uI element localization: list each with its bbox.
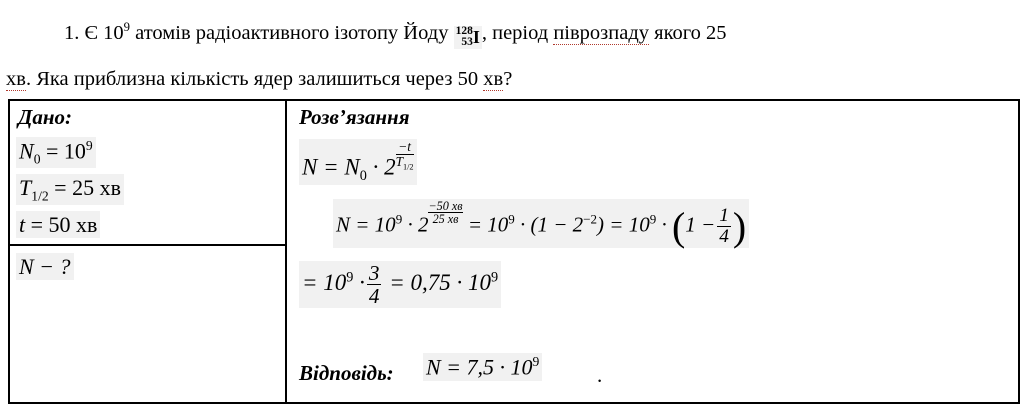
step2-part4: · (1 − 2 — [514, 212, 584, 237]
given-time-value: = 50 хв — [25, 212, 98, 237]
solution-column — [287, 101, 1018, 402]
step2-part1: N = 10 — [336, 212, 396, 237]
given-t-value: = 25 хв — [48, 175, 121, 200]
step2-part5: ) = 10 — [597, 212, 650, 237]
isotope-notation — [454, 26, 482, 49]
step2-frac-den: 4 — [719, 226, 729, 248]
step2-inner: 1 − — [685, 212, 716, 237]
step3-part3: = 0,75 · 10 — [383, 269, 492, 295]
statement-text-after: , період піврозпаду якого 25 — [481, 21, 727, 44]
given-t-sub: 1/2 — [31, 188, 49, 204]
formula-base: · 2 — [366, 154, 396, 180]
given-header: Дано: — [18, 105, 72, 129]
spellcheck-word-hv: хв — [6, 67, 26, 90]
solution-step-3 — [299, 261, 501, 308]
given-find: N − ? — [16, 253, 74, 280]
isotope-atomic-number: 53 — [461, 36, 473, 49]
solution-step-2 — [333, 199, 749, 248]
step2-part3: = 10 — [462, 212, 509, 237]
statement-line2: . Яка приблизна кількість ядер залишиться через 50 — [25, 67, 484, 90]
step3-part1: = 10 — [302, 269, 347, 295]
formula-exp-den-sub: 1/2 — [403, 162, 414, 172]
step2-exp-num-val: 50 хв — [436, 199, 463, 213]
step2-pow4: 9 — [649, 211, 657, 227]
given-n0-pow: 9 — [85, 138, 93, 153]
step2-paren-close: ) — [732, 203, 747, 249]
step2-pow3: −2 — [583, 211, 598, 227]
step2-paren-open: ( — [671, 203, 686, 249]
solution-formula — [299, 139, 417, 185]
step2-exp-num: −50 хв — [428, 199, 463, 213]
statement-text-mid: атомів радіоактивного ізотопу Йоду — [130, 21, 454, 44]
given-time-symbol: t — [19, 212, 26, 237]
step2-frac-num: 1 — [719, 204, 729, 226]
step3-frac-den: 4 — [368, 284, 380, 309]
formula-exponent — [396, 140, 414, 172]
problem-statement — [6, 4, 1028, 102]
answer-period: . — [597, 363, 603, 387]
formula-lhs: N = N — [302, 154, 360, 180]
solution-header: Розв’язання — [299, 105, 410, 129]
given-item-halflife — [16, 174, 124, 205]
step2-part6: · — [656, 212, 672, 237]
given-n0-sub: 0 — [33, 151, 41, 167]
given-n0-value: = 10 — [40, 138, 86, 164]
answer-label: Відповідь: — [299, 361, 394, 385]
given-column — [10, 101, 287, 402]
isotope-symbol: I — [472, 27, 480, 48]
answer-pow: 9 — [532, 354, 540, 369]
step2-part2: · 2 — [402, 212, 429, 237]
isotope-numbers — [456, 26, 473, 49]
step3-part2: · — [353, 269, 365, 295]
step2-fraction — [717, 206, 731, 248]
given-item-n0 — [16, 137, 96, 168]
step3-pow2: 9 — [491, 269, 499, 286]
statement-question-mark: ? — [503, 67, 513, 90]
formula-n0-sub: 0 — [359, 167, 367, 184]
step2-pow2: 9 — [508, 211, 515, 227]
given-divider — [10, 244, 287, 246]
problem-number: 1. — [64, 21, 80, 44]
statement-exponent: 9 — [123, 20, 131, 34]
given-n0-symbol: N — [19, 138, 34, 164]
step2-exponent — [428, 200, 462, 226]
statement-text-before: Є 10 — [84, 21, 124, 44]
formula-exp-num: −t — [398, 139, 411, 154]
spellcheck-word-hv2: хв — [483, 67, 504, 90]
given-t-symbol: T — [19, 175, 32, 200]
solution-table — [8, 99, 1020, 404]
step2-exp-den-val: 25 хв — [428, 212, 462, 225]
step2-pow1: 9 — [395, 211, 403, 227]
answer-value — [423, 353, 542, 381]
step3-pow1: 9 — [346, 269, 354, 286]
formula-exp-den-T: T — [395, 153, 403, 169]
spellcheck-word-pivrozpadu: піврозпаду — [553, 21, 650, 44]
isotope-mass-number: 128 — [455, 24, 473, 37]
step3-fraction — [367, 262, 382, 307]
formula-exp-num-t: t — [407, 139, 411, 154]
step3-frac-num: 3 — [368, 261, 380, 285]
answer-expression: N = 7,5 · 10 — [426, 354, 533, 380]
formula-exp-den — [396, 154, 414, 172]
given-item-time — [16, 211, 100, 238]
